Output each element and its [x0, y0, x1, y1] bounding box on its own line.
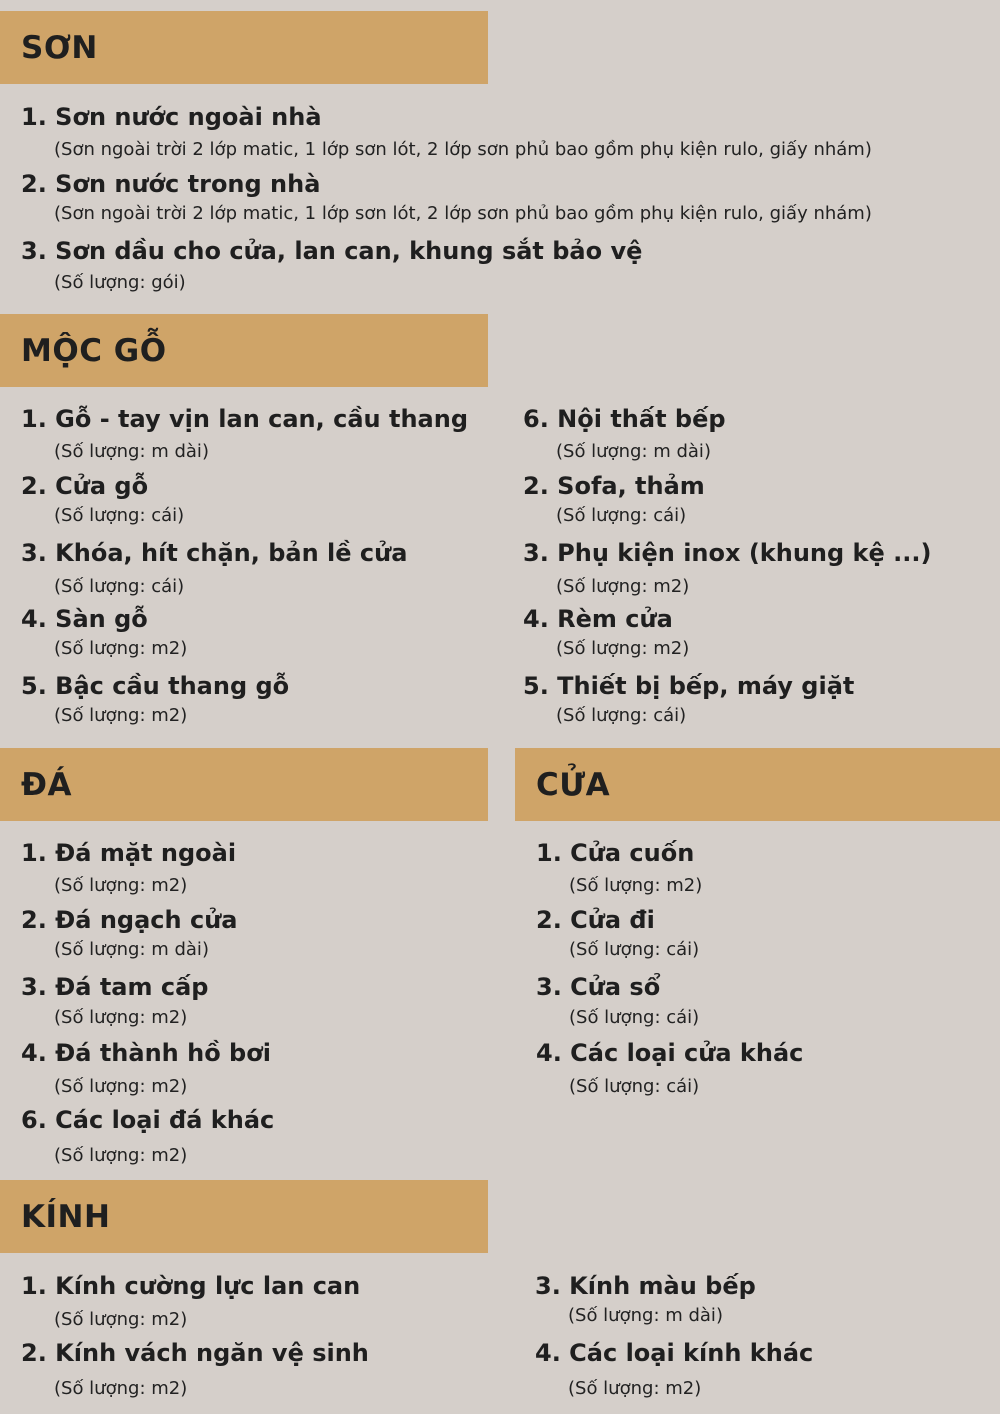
list-item-label: 6. Các loại đá khác: [21, 1106, 275, 1134]
section-header-da: [0, 748, 488, 821]
list-item-note: (Số lượng: m2): [54, 875, 188, 896]
list-item-label: 2. Cửa gỗ: [21, 472, 149, 500]
list-item-note: (Số lượng: cái): [569, 1007, 700, 1028]
list-item-note: (Số lượng: cái): [556, 505, 687, 526]
list-item-note: (Số lượng: m dài): [54, 939, 209, 960]
list-item-note: (Số lượng: cái): [556, 705, 687, 726]
list-item-note: (Số lượng: m2): [568, 1378, 702, 1399]
list-item-label: 4. Đá thành hồ bơi: [21, 1039, 271, 1067]
list-item-note: (Số lượng: cái): [569, 939, 700, 960]
list-item-label: 3. Đá tam cấp: [21, 973, 209, 1001]
list-item-note: (Số lượng: m2): [54, 1378, 188, 1399]
list-item-label: 2. Đá ngạch cửa: [21, 906, 238, 934]
list-item-note: (Số lượng: cái): [569, 1076, 700, 1097]
list-item-label: 5. Bậc cầu thang gỗ: [21, 672, 290, 700]
list-item-note: (Số lượng: m2): [556, 638, 690, 659]
list-item-note: (Sơn ngoài trời 2 lớp matic, 1 lớp sơn lót, 2 lớp sơn phủ bao gồm phụ kiện rulo, giấy nhám): [54, 139, 872, 160]
list-item-note: (Số lượng: m dài): [54, 441, 209, 462]
list-item-label: 2. Sơn nước trong nhà: [21, 170, 321, 198]
list-item-note: (Số lượng: m2): [556, 576, 690, 597]
section-header-cua: [515, 748, 1000, 821]
list-item-note: (Số lượng: m2): [54, 1076, 188, 1097]
list-item-label: 4. Các loại cửa khác: [536, 1039, 804, 1067]
section-header-son: [0, 11, 488, 84]
list-item-note: (Số lượng: m2): [54, 638, 188, 659]
list-item-note: (Số lượng: m2): [54, 1007, 188, 1028]
section-title: KÍNH: [21, 1198, 111, 1235]
list-item-note: (Số lượng: m2): [54, 1309, 188, 1330]
section-title: CỬA: [536, 766, 611, 803]
list-item-label: 3. Sơn dầu cho cửa, lan can, khung sắt bảo vệ: [21, 237, 643, 265]
section-title: MỘC GỖ: [21, 332, 167, 369]
list-item-label: 4. Các loại kính khác: [535, 1339, 814, 1367]
list-item-label: 4. Rèm cửa: [523, 605, 673, 633]
list-item-label: 3. Kính màu bếp: [535, 1272, 756, 1300]
list-item-note: (Số lượng: cái): [54, 576, 185, 597]
list-item-label: 1. Cửa cuốn: [536, 839, 695, 867]
list-item-note: (Số lượng: gói): [54, 272, 186, 293]
list-item-label: 2. Kính vách ngăn vệ sinh: [21, 1339, 369, 1367]
list-item-note: (Sơn ngoài trời 2 lớp matic, 1 lớp sơn lót, 2 lớp sơn phủ bao gồm phụ kiện rulo, giấy nhám): [54, 203, 872, 224]
list-item-label: 1. Gỗ - tay vịn lan can, cầu thang: [21, 405, 468, 433]
list-item-label: 6. Nội thất bếp: [523, 405, 726, 433]
section-title: ĐÁ: [21, 766, 72, 803]
section-header-kinh: [0, 1180, 488, 1253]
list-item-note: (Số lượng: cái): [54, 505, 185, 526]
section-title: SƠN: [21, 29, 98, 66]
list-item-label: 3. Cửa sổ: [536, 973, 661, 1001]
list-item-note: (Số lượng: m2): [54, 705, 188, 726]
list-item-label: 2. Sofa, thảm: [523, 472, 705, 500]
list-item-label: 3. Phụ kiện inox (khung kệ ...): [523, 539, 932, 567]
list-item-label: 4. Sàn gỗ: [21, 605, 148, 633]
list-item-label: 5. Thiết bị bếp, máy giặt: [523, 672, 855, 700]
list-item-label: 2. Cửa đi: [536, 906, 655, 934]
list-item-note: (Số lượng: m dài): [556, 441, 711, 462]
list-item-note: (Số lượng: m2): [569, 875, 703, 896]
list-item-label: 1. Đá mặt ngoài: [21, 839, 237, 867]
list-item-label: 1. Sơn nước ngoài nhà: [21, 103, 322, 131]
list-item-note: (Số lượng: m dài): [568, 1305, 723, 1326]
section-header-moc-go: [0, 314, 488, 387]
list-item-label: 3. Khóa, hít chặn, bản lề cửa: [21, 539, 408, 567]
list-item-note: (Số lượng: m2): [54, 1145, 188, 1166]
list-item-label: 1. Kính cường lực lan can: [21, 1272, 361, 1300]
